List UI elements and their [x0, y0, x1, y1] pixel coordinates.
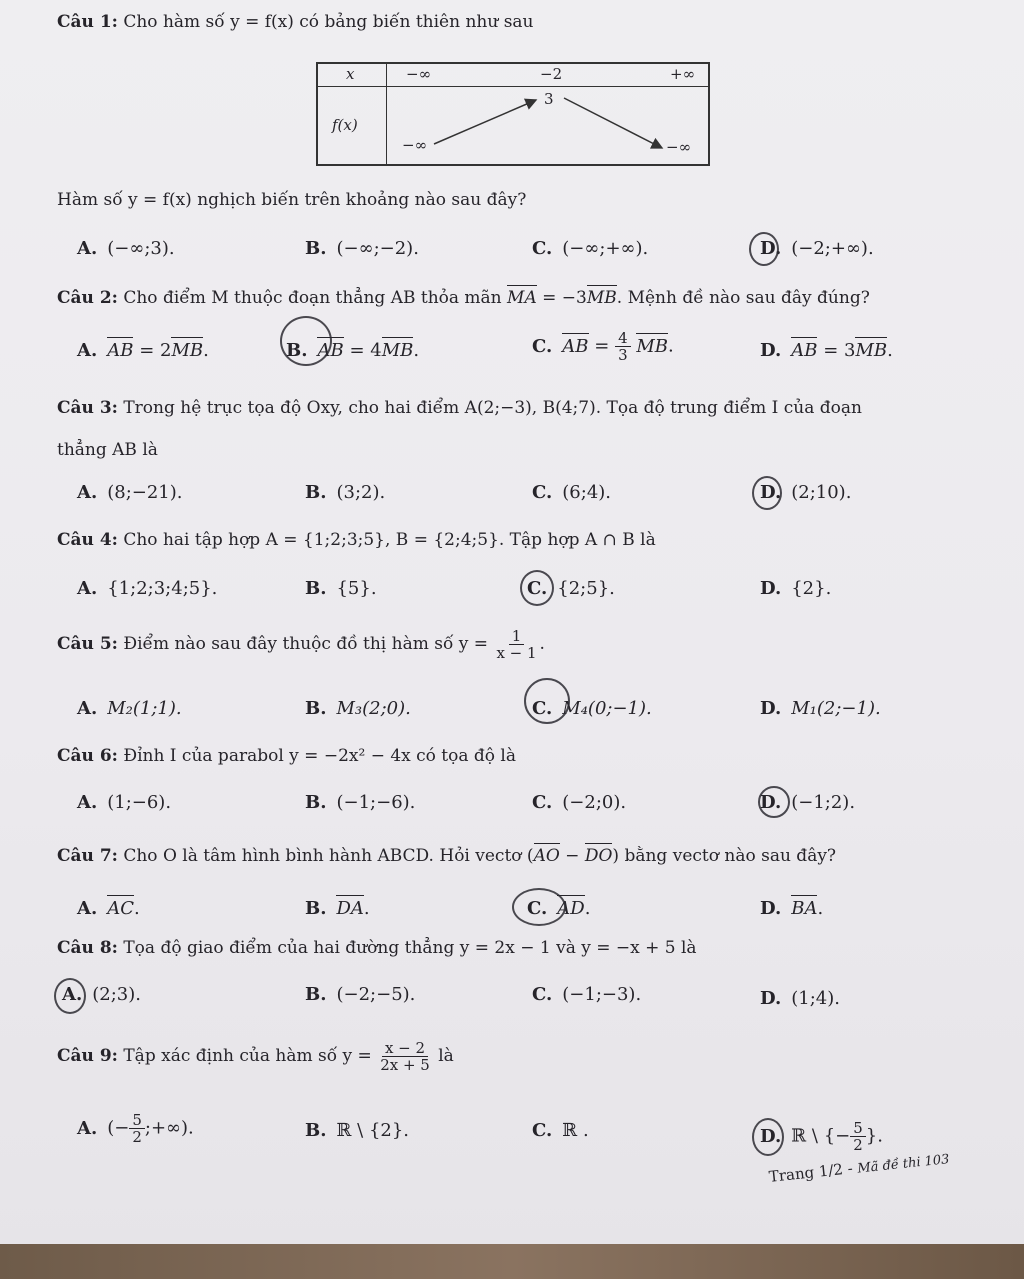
table-x-value: −2 — [540, 65, 563, 83]
fraction: $\frac{1}{x - 1}$ — [496, 627, 537, 662]
option[interactable]: A. M₂(1;1). — [77, 698, 182, 719]
q4-line: Câu 4: Cho hai tập hợp A = {1;2;3;5}, B = {2;4;5}. Tập hợp A ∩ B là — [57, 530, 656, 550]
option[interactable]: C. (−∞;+∞). — [532, 238, 649, 259]
table-f-value: −∞ — [666, 138, 692, 156]
q1-question: Hàm số y = f(x) nghịch biến trên khoảng nào sau đây? — [57, 190, 527, 210]
page-number: Trang 1/2 - — [768, 1159, 854, 1186]
table-x-value: +∞ — [670, 65, 696, 83]
option[interactable]: D. (2;10). — [760, 482, 852, 503]
option[interactable]: B. M₃(2;0). — [305, 698, 411, 719]
q3-line2: thẳng AB là — [57, 440, 158, 460]
table-f-value: −∞ — [402, 136, 428, 154]
table-f-label: f(x) — [332, 116, 358, 134]
option[interactable]: B. (−2;−5). — [305, 984, 416, 1005]
decreasing-arrow — [564, 98, 662, 148]
option[interactable]: C. ℝ . — [532, 1120, 589, 1141]
option[interactable]: B. (−∞;−2). — [305, 238, 419, 259]
option[interactable]: C. AB = $\frac{4}{3}$ MB. — [532, 329, 674, 364]
q1-text: Cho hàm số y = f(x) có bảng biến thiên như sau — [123, 12, 534, 32]
option[interactable]: D. {2}. — [760, 578, 832, 599]
option[interactable]: B. {5}. — [305, 578, 377, 599]
table-x-label: x — [346, 65, 355, 83]
option[interactable]: D. BA. — [760, 898, 824, 919]
q8-line: Câu 8: Tọa độ giao điểm của hai đường thẳng y = 2x − 1 và y = −x + 5 là — [57, 938, 697, 958]
q7-line: Câu 7: Cho O là tâm hình bình hành ABCD. Hỏi vectơ (AO − DO) bằng vectơ nào sau đây? — [57, 846, 837, 866]
option[interactable]: D. (−1;2). — [760, 792, 856, 813]
q9-line: Câu 9: Tập xác định của hàm số y = $\frac{x - 2}{2x + 5}$ là — [57, 1039, 454, 1074]
option[interactable]: C. {2;5}. — [527, 578, 615, 599]
option[interactable]: C. (−2;0). — [532, 792, 627, 813]
option[interactable]: A. AB = 2MB. — [77, 340, 209, 361]
option[interactable]: D. AB = 3MB. — [760, 340, 893, 361]
option[interactable]: C. (−1;−3). — [532, 984, 642, 1005]
increasing-arrow — [434, 100, 536, 144]
table-x-value: −∞ — [406, 65, 432, 83]
option[interactable]: B. DA. — [305, 898, 370, 919]
option[interactable]: A. (− $\frac{5}{2}$ ;+∞). — [77, 1111, 194, 1146]
q1-line — [57, 12, 534, 32]
option[interactable]: A. (1;−6). — [77, 792, 172, 813]
option[interactable]: C. M₄(0;−1). — [532, 698, 652, 719]
q6-line: Câu 6: Đỉnh I của parabol y = −2x² − 4x có tọa độ là — [57, 746, 517, 766]
option[interactable]: A. (8;−21). — [77, 482, 183, 503]
q3-line: Câu 3: Trong hệ trục tọa độ Oxy, cho hai điểm A(2;−3), B(4;7). Tọa độ trung điểm I của đoạn — [57, 398, 862, 418]
floor-background — [0, 1244, 1024, 1279]
option[interactable]: D. ℝ \ {− $\frac{5}{2}$ }. — [760, 1119, 883, 1154]
option[interactable]: D. M₁(2;−1). — [760, 698, 881, 719]
q5-line: Câu 5: Điểm nào sau đây thuộc đồ thị hàm số y = $\frac{1}{x - 1}$ . — [57, 627, 545, 662]
option[interactable]: A. AC. — [77, 898, 140, 919]
table-arrows — [316, 62, 710, 166]
vector: MA — [507, 288, 537, 308]
table-f-value: 3 — [544, 90, 554, 108]
option[interactable]: B. AB = 4MB. — [286, 340, 420, 361]
option[interactable]: A. (−∞;3). — [77, 238, 175, 259]
option[interactable]: D. (−2;+∞). — [760, 238, 874, 259]
option[interactable]: A. (2;3). — [62, 984, 141, 1005]
exam-code: Mã đề thi 103 — [856, 1152, 951, 1177]
option[interactable]: B. ℝ \ {2}. — [305, 1120, 410, 1141]
option[interactable]: D. (1;4). — [760, 988, 840, 1009]
vector: DO — [584, 846, 613, 866]
option[interactable]: B. (−1;−6). — [305, 792, 416, 813]
vector: MB — [586, 288, 617, 308]
q1-head: Câu 1: — [57, 12, 118, 32]
option[interactable]: B. (3;2). — [305, 482, 386, 503]
option[interactable]: C. (6;4). — [532, 482, 612, 503]
option[interactable]: C. AD. — [527, 898, 591, 919]
vector: AO — [533, 846, 560, 866]
q2-line: Câu 2: Cho điểm M thuộc đoạn thẳng AB thỏa mãn MA = −3MB. Mệnh đề nào sau đây đúng? — [57, 288, 870, 308]
fraction: $\frac{x - 2}{2x + 5}$ — [380, 1039, 430, 1074]
variation-table — [316, 62, 710, 166]
option[interactable]: A. {1;2;3;4;5}. — [77, 578, 218, 599]
